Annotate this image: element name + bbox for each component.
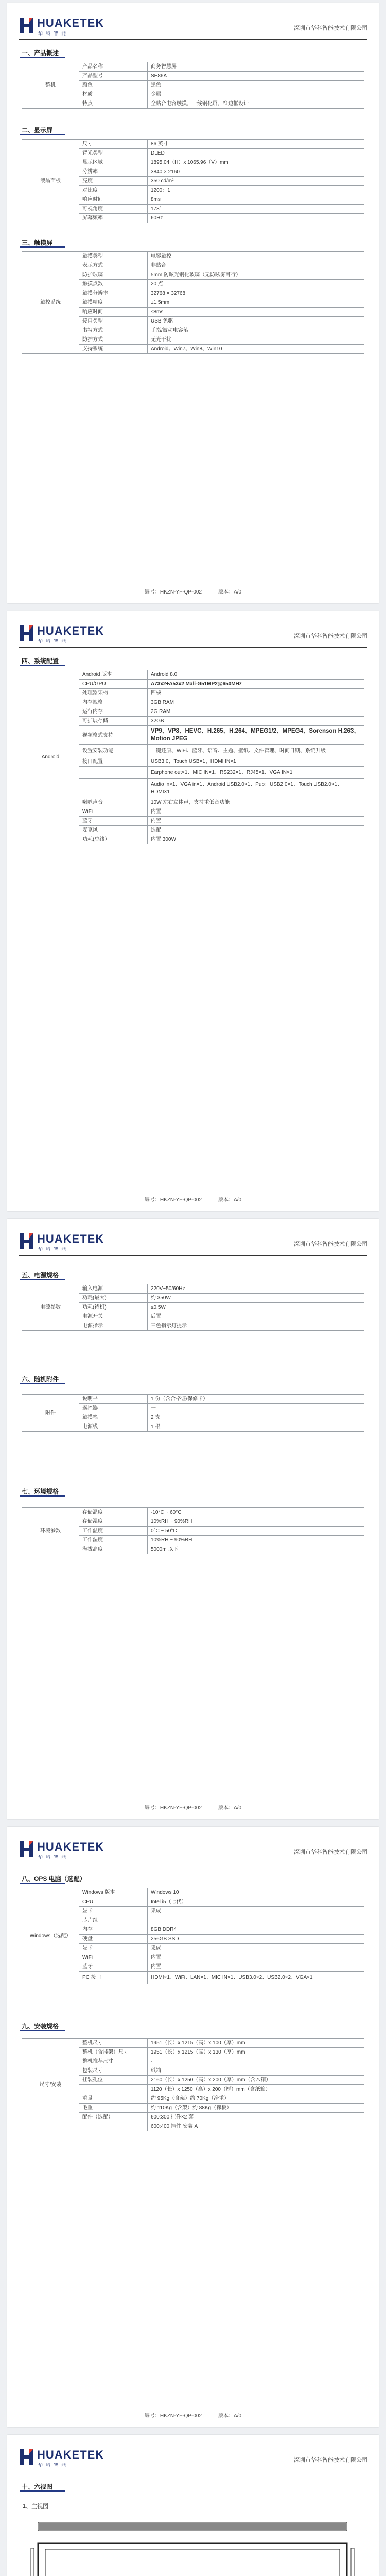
spec-key: 触摸分辨率 xyxy=(79,289,148,298)
brand-logo-icon xyxy=(19,16,34,34)
spec-value: 5mm 防眩光钢化玻璃（无防眩雾可行） xyxy=(148,270,364,280)
spec-value: 商务智慧屏 xyxy=(148,62,364,72)
spec-value: 350 cd/m² xyxy=(148,177,364,186)
spec-value: 3GB RAM xyxy=(148,698,364,707)
spec-key: 接口类型 xyxy=(79,317,148,326)
spec-key: 产品型号 xyxy=(79,72,148,81)
spec-key: 防护玻璃 xyxy=(79,270,148,280)
spec-key: 遥控器 xyxy=(79,1404,148,1413)
spec-key: 屏幕频率 xyxy=(79,214,148,223)
spec-value: 三色指示灯提示 xyxy=(148,1321,364,1331)
spec-category: 液晶面板 xyxy=(22,140,79,223)
spec-value: - xyxy=(148,2057,364,2066)
spec-key: 工作湿度 xyxy=(79,1536,148,1545)
spec-key: 配件（选配） xyxy=(79,2113,148,2122)
spec-value: 无光干扰 xyxy=(148,335,364,345)
spec-key: 防护方式 xyxy=(79,335,148,345)
spec-key: CPU xyxy=(79,1897,148,1907)
spec-value: 全贴合电容触摸，一线钢化屏，窄边框设计 xyxy=(148,99,364,109)
spec-key: 整机（含挂架）尺寸 xyxy=(79,2048,148,2057)
brand-logo-icon xyxy=(19,1840,34,1858)
spec-key: 运行内存 xyxy=(79,707,148,717)
brand-logo-icon xyxy=(19,1232,34,1250)
section-title-install: 九、安装规格 xyxy=(22,2023,59,2030)
spec-key: 显卡 xyxy=(79,1907,148,1916)
spec-page-4 xyxy=(7,1827,379,2427)
brand-name: HUAKETEK xyxy=(37,1840,104,1853)
header-rule xyxy=(19,1255,367,1256)
spec-value: 约 95Kg（含架）约 70Kg（净重） xyxy=(148,2094,364,2104)
spec-value xyxy=(148,1916,364,1925)
spec-key: Windows 版本 xyxy=(79,1888,148,1897)
spec-value: 1951（长）x 1215（高）x 130（厚）mm xyxy=(148,2048,364,2057)
spec-value: 1200：1 xyxy=(148,186,364,195)
spec-page-2 xyxy=(7,611,379,1211)
spec-table-system xyxy=(22,670,364,844)
spec-value: 内置 xyxy=(148,1953,364,1962)
doc-version: 版本：A/0 xyxy=(218,1805,242,1811)
header-rule xyxy=(19,39,367,40)
spec-key: 触摸类型 xyxy=(79,252,148,261)
spec-key: 支持系统 xyxy=(79,345,148,354)
spec-value: 1895.04（H）x 1065.96（V）mm xyxy=(148,158,364,167)
spec-value: 非贴合 xyxy=(148,261,364,270)
spec-value: 内置 300W xyxy=(148,835,364,844)
brand-logo-icon xyxy=(19,624,34,642)
spec-key xyxy=(79,2122,148,2131)
spec-value: A73x2+A53x2 Mali-G51MP2@650MHz xyxy=(148,680,364,689)
spec-key: 触摸精度 xyxy=(79,298,148,308)
spec-key: Android 版本 xyxy=(79,670,148,680)
spec-key: 功耗(总线） xyxy=(79,835,148,844)
spec-key: 蓝牙 xyxy=(79,817,148,826)
spec-key: 分辨率 xyxy=(79,167,148,177)
brand-sub: 华科智能 xyxy=(38,639,69,644)
spec-value: Intel i5（七代） xyxy=(148,1897,364,1907)
header-rule xyxy=(19,647,367,648)
section-title-system: 四、系统配置 xyxy=(22,657,59,665)
spec-key: 硬盘 xyxy=(79,1935,148,1944)
spec-table-overview xyxy=(22,62,364,109)
spec-value: 集成 xyxy=(148,1944,364,1953)
spec-value: SE86A xyxy=(148,72,364,81)
spec-key: 功耗(最大) xyxy=(79,1294,148,1303)
doc-version: 版本：A/0 xyxy=(218,2413,242,2419)
spec-value: 约 350W xyxy=(148,1294,364,1303)
spec-value: 0°C ~ 50°C xyxy=(148,1527,364,1536)
spec-value: Android、Win7、Win8、Win10 xyxy=(148,345,364,354)
spec-value: 内置 xyxy=(148,1962,364,1972)
spec-category: 尺寸/安装 xyxy=(22,2039,79,2131)
spec-value: 178° xyxy=(148,205,364,214)
spec-value: DLED xyxy=(148,149,364,158)
spec-key: 触摸点数 xyxy=(79,280,148,289)
page-footer xyxy=(7,587,379,595)
spec-key: 海拔高度 xyxy=(79,1545,148,1554)
company-name: 深圳市华科智能技术有限公司 xyxy=(294,1241,367,1247)
brand-sub: 华科智能 xyxy=(38,2463,69,2468)
spec-value: 纸箱 xyxy=(148,2066,364,2076)
spec-value: Android 8.0 xyxy=(148,670,364,680)
spec-key xyxy=(79,2085,148,2094)
doc-version: 版本：A/0 xyxy=(218,589,242,595)
brand-sub: 华科智能 xyxy=(38,1855,69,1860)
doc-version: 版本：A/0 xyxy=(218,1197,242,1203)
company-name: 深圳市华科智能技术有限公司 xyxy=(294,633,367,639)
spec-key: 说明书 xyxy=(79,1395,148,1404)
spec-key: 可扩展存储 xyxy=(79,717,148,726)
spec-key: 背光类型 xyxy=(79,149,148,158)
spec-key: 输入电源 xyxy=(79,1284,148,1294)
spec-key: 触摸笔 xyxy=(79,1413,148,1422)
doc-number: 编号：HKZN-YF-QP-002 xyxy=(144,1805,202,1811)
spec-key: WiFi xyxy=(79,1953,148,1962)
spec-key: 整机推荐尺寸 xyxy=(79,2057,148,2066)
spec-value: 金属 xyxy=(148,90,364,99)
section-title-ops: 八、OPS 电脑（选配） xyxy=(22,1875,86,1883)
brand-name: HUAKETEK xyxy=(37,624,104,637)
spec-value: 1951（长）x 1215（高）x 100（厚）mm xyxy=(148,2039,364,2048)
spec-value: 1120（长）x 1250（高）x 200（厚）mm（含纸箱） xyxy=(148,2085,364,2094)
spec-value: 600:300 挂件×2 套 xyxy=(148,2113,364,2122)
spec-value: 1 份（含合格证/保修卡） xyxy=(148,1395,364,1404)
spec-key: 显卡 xyxy=(79,1944,148,1953)
spec-value: 后置 xyxy=(148,1312,364,1321)
company-name: 深圳市华科智能技术有限公司 xyxy=(294,25,367,31)
spec-key: 电源指示 xyxy=(79,1321,148,1331)
doc-number: 编号：HKZN-YF-QP-002 xyxy=(144,2413,202,2419)
spec-value: -10°C ~ 60°C xyxy=(148,1508,364,1517)
brand-logo-icon xyxy=(19,2448,34,2466)
spec-table-install xyxy=(22,2038,364,2131)
spec-key: 处理器架构 xyxy=(79,689,148,698)
spec-value: 电容触控 xyxy=(148,252,364,261)
spec-value: Audio in×1、VGA in×1、Android USB2.0×1、Pub：USB2.0×1、Touch USB2.0×1、HDMI×1 xyxy=(148,779,364,798)
spec-key: 存储湿度 xyxy=(79,1517,148,1527)
spec-key: 表示方式 xyxy=(79,261,148,270)
spec-key: 设置安装功能 xyxy=(79,745,148,757)
spec-key: WiFi xyxy=(79,807,148,817)
spec-value: 内置 xyxy=(148,807,364,817)
spec-key: 书写方式 xyxy=(79,326,148,335)
spec-category: 触控系统 xyxy=(22,252,79,354)
spec-category: 环境参数 xyxy=(22,1508,79,1554)
company-name: 深圳市华科智能技术有限公司 xyxy=(294,1849,367,1855)
spec-key: 接口配置 xyxy=(79,757,148,767)
spec-key: CPU/GPU xyxy=(79,680,148,689)
spec-key: 整机尺寸 xyxy=(79,2039,148,2048)
spec-value: ≤0.5W xyxy=(148,1303,364,1312)
spec-key: 内存 xyxy=(79,1925,148,1935)
spec-key: 包装尺寸 xyxy=(79,2066,148,2076)
spec-category: Android xyxy=(22,670,79,844)
spec-key: 对比度 xyxy=(79,186,148,195)
section-title-accessories: 六、随机附件 xyxy=(22,1376,59,1383)
spec-key: 挂装孔位 xyxy=(79,2076,148,2085)
spec-value: 32GB xyxy=(148,717,364,726)
spec-value: 集成 xyxy=(148,1907,364,1916)
spec-value: 256GB SSD xyxy=(148,1935,364,1944)
spec-value: 1 根 xyxy=(148,1422,364,1432)
spec-value: 60Hz xyxy=(148,214,364,223)
spec-value: Earphone out×1、MIC IN×1、RS232×1、RJ45×1、VGA IN×1 xyxy=(148,767,364,779)
spec-value: 2 支 xyxy=(148,1413,364,1422)
spec-value: 选配 xyxy=(148,826,364,835)
section-title-power: 五、电源规格 xyxy=(22,1272,59,1279)
spec-key: 重量 xyxy=(79,2094,148,2104)
spec-value: ±1.5mm xyxy=(148,298,364,308)
spec-page-3 xyxy=(7,1219,379,1819)
spec-key: 可视角度 xyxy=(79,205,148,214)
spec-table-display xyxy=(22,139,364,223)
spec-key: 尺寸 xyxy=(79,140,148,149)
brand-name: HUAKETEK xyxy=(37,16,104,29)
spec-key: 亮度 xyxy=(79,177,148,186)
spec-key: 材质 xyxy=(79,90,148,99)
spec-value: 一 xyxy=(148,1404,364,1413)
spec-key: 功耗(待机) xyxy=(79,1303,148,1312)
spec-key: 蓝牙 xyxy=(79,1962,148,1972)
brand-name: HUAKETEK xyxy=(37,2448,104,2461)
spec-value: 220V~50/60Hz xyxy=(148,1284,364,1294)
spec-value: 32768 × 32768 xyxy=(148,289,364,298)
spec-category: 电源参数 xyxy=(22,1284,79,1331)
page-footer xyxy=(7,1803,379,1811)
spec-value: 20 点 xyxy=(148,280,364,289)
page-footer xyxy=(7,1195,379,1203)
spec-key: 工作温度 xyxy=(79,1527,148,1536)
spec-category: Windows（选配） xyxy=(22,1888,79,1984)
spec-key: 喇叭声音 xyxy=(79,798,148,807)
spec-value: HDMI×1、WiFi、LAN×1、MIC IN×1、USB3.0×2、USB2.0×2、VGA×1 xyxy=(148,1972,364,1984)
spec-value: 一键还原、WiFi、蓝牙、语音、主题、壁纸、文件管理、时间日期、系统升级 xyxy=(148,745,364,757)
spec-value: 10W 左右立体声，支持重低音功能 xyxy=(148,798,364,807)
doc-number: 编号：HKZN-YF-QP-002 xyxy=(144,1197,202,1203)
spec-key: 电源线 xyxy=(79,1422,148,1432)
spec-key: 产品名称 xyxy=(79,62,148,72)
spec-value: 约 110Kg（含架）约 88Kg（裸板） xyxy=(148,2104,364,2113)
spec-key: 响应时间 xyxy=(79,308,148,317)
doc-number: 编号：HKZN-YF-QP-002 xyxy=(144,589,202,595)
spec-category: 附件 xyxy=(22,1395,79,1432)
spec-key: 特点 xyxy=(79,99,148,109)
spec-key: 内存规格 xyxy=(79,698,148,707)
spec-key xyxy=(79,767,148,779)
spec-value: 3840 × 2160 xyxy=(148,167,364,177)
spec-value: 手指/被动电容笔 xyxy=(148,326,364,335)
section-title-overview: 一、产品概述 xyxy=(22,49,59,57)
spec-value: 600:400 挂件 安装 A xyxy=(148,2122,364,2131)
spec-value: USB3.0、Touch USB×1、HDMI IN×1 xyxy=(148,757,364,767)
section-title-touch: 三、触摸屏 xyxy=(22,239,53,246)
spec-page-1 xyxy=(7,3,379,603)
spec-key: 显示区域 xyxy=(79,158,148,167)
spec-key: 存储温度 xyxy=(79,1508,148,1517)
spec-table-ops xyxy=(22,1888,364,1984)
spec-value: 四核 xyxy=(148,689,364,698)
spec-value: 8ms xyxy=(148,195,364,205)
spec-key: PC 接口 xyxy=(79,1972,148,1984)
front-view-label: 1、主视图 xyxy=(23,2503,49,2510)
brand-sub: 华科智能 xyxy=(38,31,69,36)
company-name: 深圳市华科智能技术有限公司 xyxy=(294,2457,367,2463)
spec-value: 2160（长）x 1250（高）x 200（厚）mm（含木箱） xyxy=(148,2076,364,2085)
spec-value: 内置 xyxy=(148,817,364,826)
spec-table-touch xyxy=(22,251,364,354)
brand-name: HUAKETEK xyxy=(37,1232,104,1245)
spec-value: 2G RAM xyxy=(148,707,364,717)
spec-table-environment xyxy=(22,1507,364,1554)
spec-key: 颜色 xyxy=(79,81,148,90)
spec-value: ≤8ms xyxy=(148,308,364,317)
spec-value: VP9、VP8、HEVC、H.265、H.264、MPEG1/2、MPEG4、Sorenson H.263、Motion JPEG xyxy=(148,726,364,745)
brand-sub: 华科智能 xyxy=(38,1247,69,1252)
spec-key: 芯片组 xyxy=(79,1916,148,1925)
page-footer xyxy=(7,2411,379,2419)
front-view-diagram xyxy=(28,2517,357,2576)
spec-key: 响应时间 xyxy=(79,195,148,205)
spec-value: 86 英寸 xyxy=(148,140,364,149)
section-title-views: 十、六视图 xyxy=(22,2483,53,2490)
spec-page-5 xyxy=(7,2435,379,2576)
spec-value: 8GB DDR4 xyxy=(148,1925,364,1935)
spec-key: 视频格式支持 xyxy=(79,726,148,745)
spec-key: 麦克风 xyxy=(79,826,148,835)
spec-key xyxy=(79,779,148,798)
spec-value: Windows 10 xyxy=(148,1888,364,1897)
spec-category: 整机 xyxy=(22,62,79,109)
spec-value: 10%RH ~ 90%RH xyxy=(148,1517,364,1527)
spec-key: 毛重 xyxy=(79,2104,148,2113)
spec-key: 电源开关 xyxy=(79,1312,148,1321)
spec-value: USB 免驱 xyxy=(148,317,364,326)
spec-value: 5000m 以下 xyxy=(148,1545,364,1554)
spec-table-power xyxy=(22,1284,364,1331)
spec-value: 黑色 xyxy=(148,81,364,90)
section-title-display: 二、显示屏 xyxy=(22,127,53,134)
spec-table-accessories xyxy=(22,1394,364,1432)
section-title-environment: 七、环境规格 xyxy=(22,1488,59,1495)
spec-value: 10%RH ~ 90%RH xyxy=(148,1536,364,1545)
